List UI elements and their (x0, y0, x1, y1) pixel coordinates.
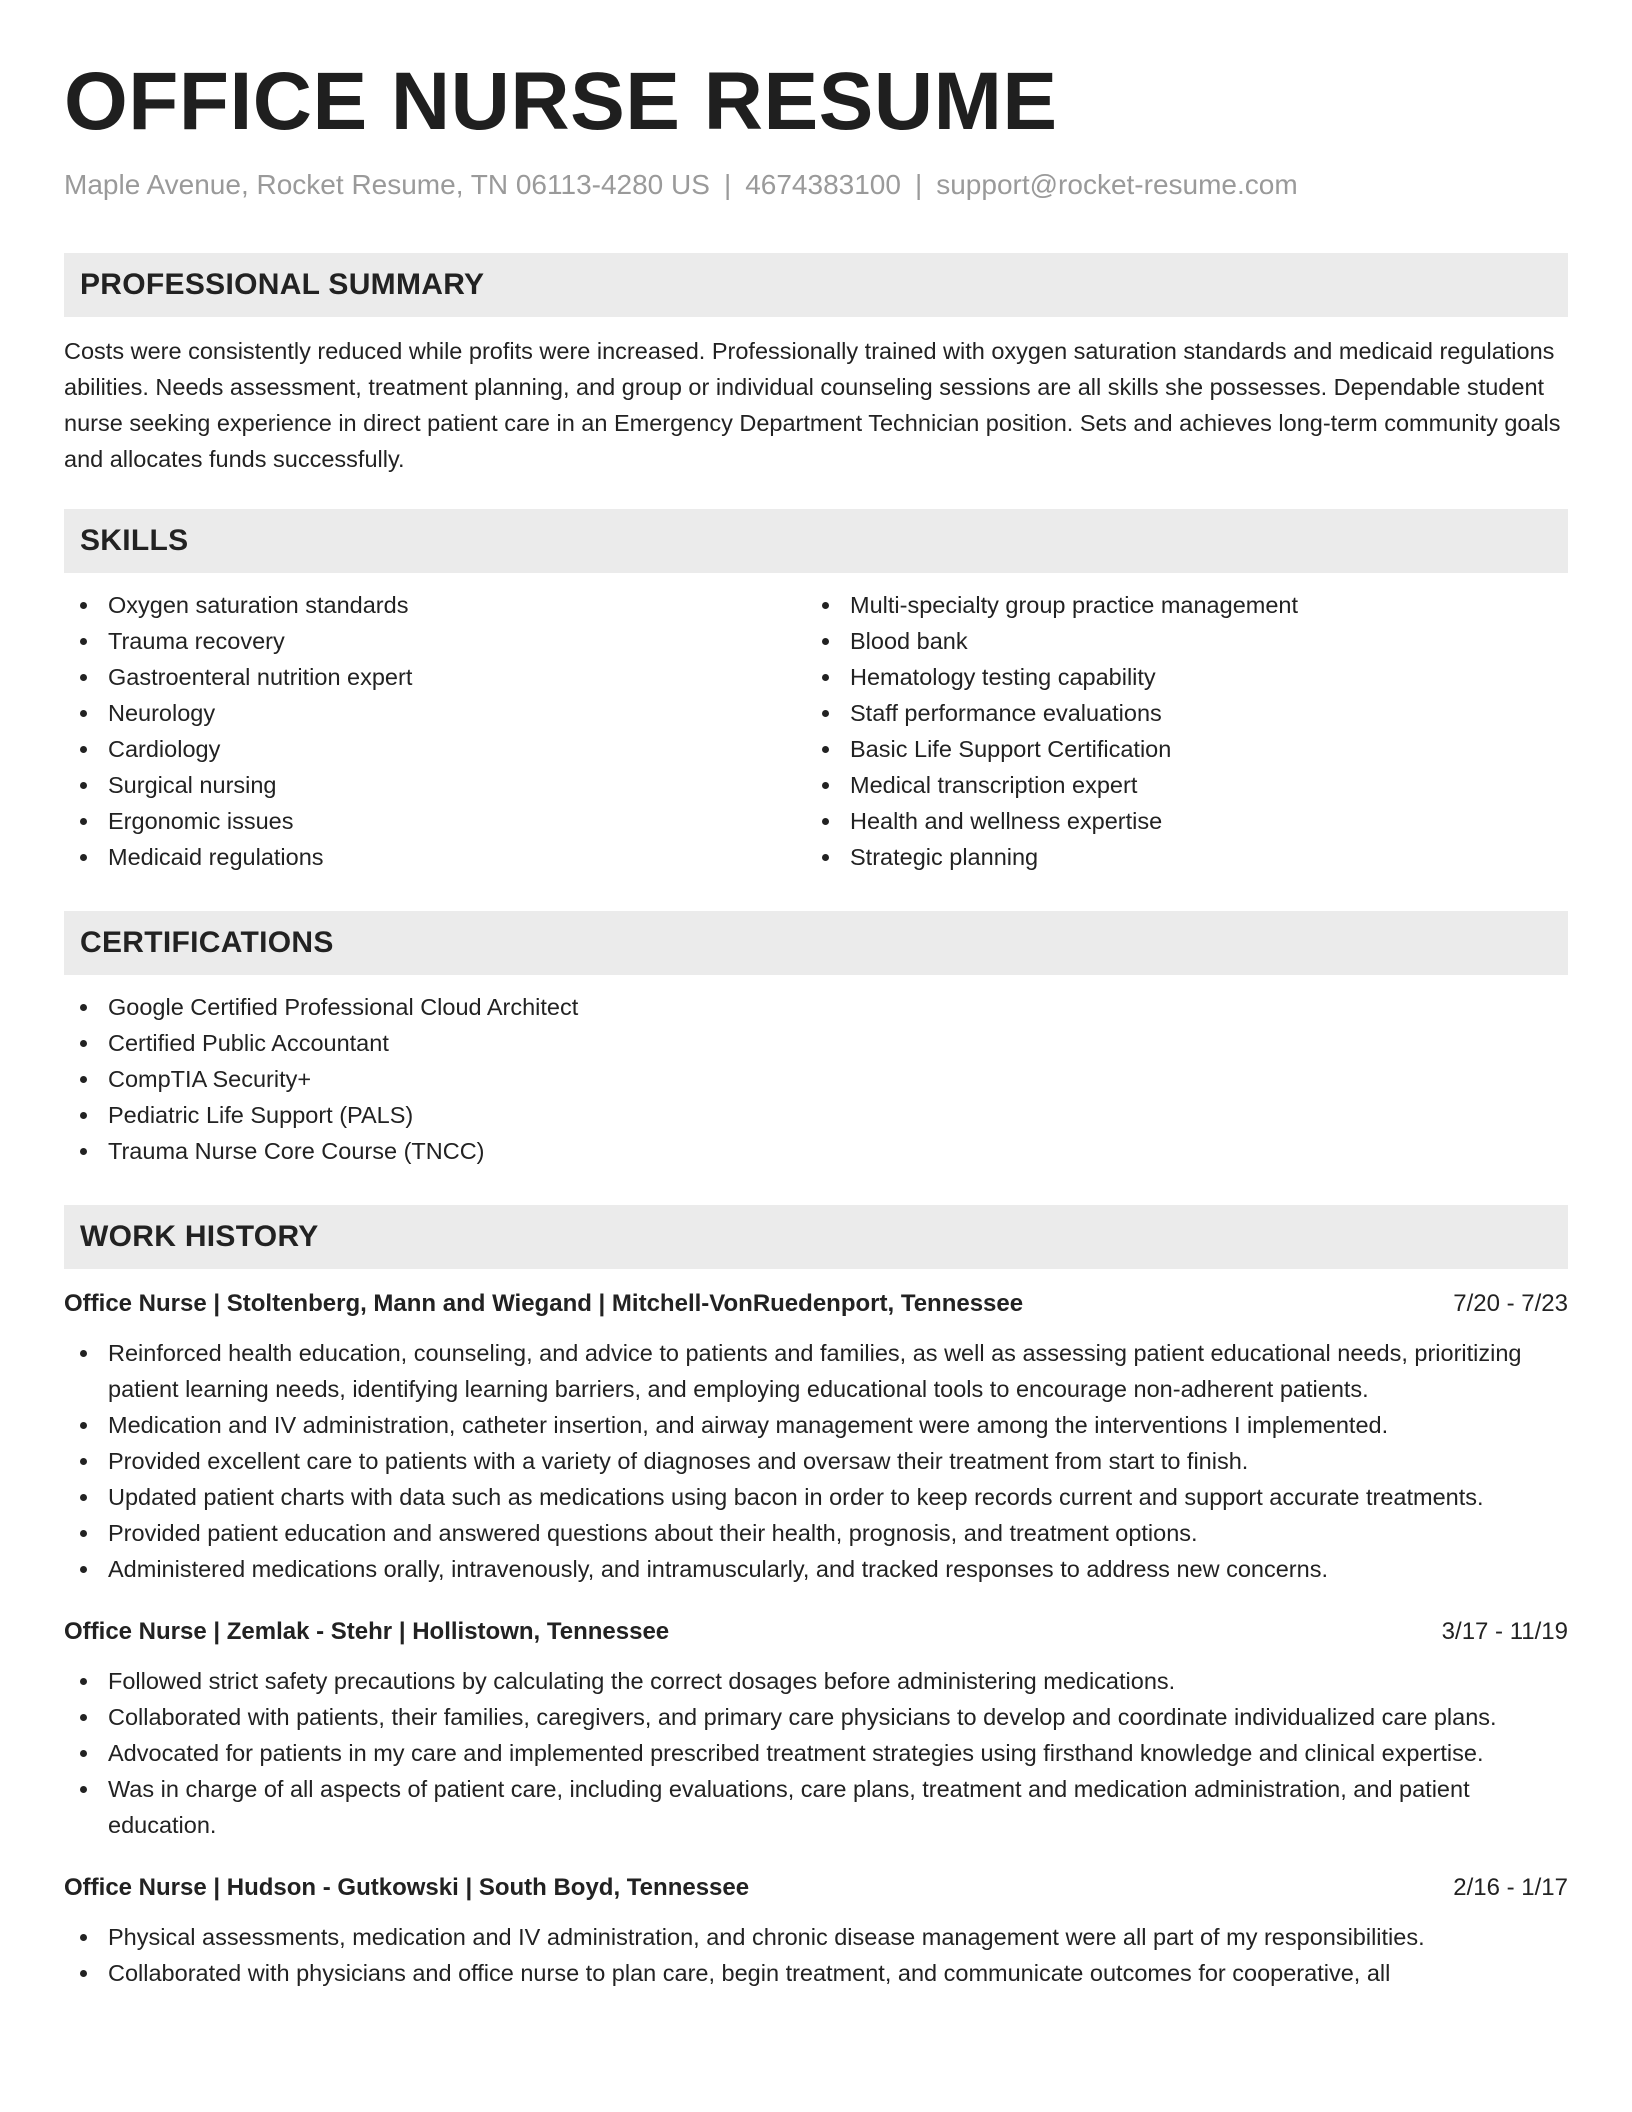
job-entry (64, 1287, 1568, 1587)
bullet-icon (80, 1040, 87, 1047)
list-item (806, 767, 1548, 803)
bullet-icon (822, 818, 829, 825)
list-item (64, 1551, 1568, 1587)
list-item-text: Pediatric Life Support (PALS) (108, 1102, 414, 1128)
contact-separator: | (723, 169, 732, 200)
list-item-text: Oxygen saturation standards (108, 592, 409, 618)
list-item-text: Updated patient charts with data such as medications using bacon in order to keep records current and support accurate treatments. (108, 1484, 1484, 1510)
list-item-text: Physical assessments, medication and IV administration, and chronic disease management were all part of my responsibilities. (108, 1924, 1425, 1950)
list-item-text: Surgical nursing (108, 772, 277, 798)
list-item-text: Trauma recovery (108, 628, 285, 654)
bullet-icon (80, 782, 87, 789)
list-item (64, 1771, 1568, 1843)
list-item (64, 989, 1568, 1025)
list-item (64, 1025, 1568, 1061)
list-item (806, 587, 1548, 623)
list-item-text: Medicaid regulations (108, 844, 324, 870)
bullet-icon (80, 1750, 87, 1757)
skills-list-right (806, 587, 1548, 875)
bullet-icon (80, 710, 87, 717)
list-item (806, 839, 1548, 875)
job-dates: 7/20 - 7/23 (1453, 1290, 1568, 1317)
list-item (64, 1919, 1568, 1955)
list-item-text: Trauma Nurse Core Course (TNCC) (108, 1138, 485, 1164)
bullet-icon (822, 638, 829, 645)
list-item (64, 1443, 1568, 1479)
list-item-text: Strategic planning (850, 844, 1039, 870)
bullet-icon (822, 746, 829, 753)
summary-section (64, 253, 1568, 477)
bullet-icon (80, 1148, 87, 1155)
list-item-text: Staff performance evaluations (850, 700, 1162, 726)
work-history-section (64, 1205, 1568, 1991)
job-header (64, 1615, 1568, 1649)
job-dates: 3/17 - 11/19 (1441, 1618, 1568, 1645)
bullet-icon (80, 746, 87, 753)
bullet-icon (80, 674, 87, 681)
work-history-heading: WORK HISTORY (64, 1205, 1568, 1269)
resume-page (64, 0, 1568, 1986)
list-item-text: Certified Public Accountant (108, 1030, 389, 1056)
bullet-icon (80, 1566, 87, 1573)
bullet-icon (822, 710, 829, 717)
job-bullets (64, 1663, 1568, 1843)
list-item-text: Ergonomic issues (108, 808, 294, 834)
list-item (64, 1097, 1568, 1133)
skills-columns (64, 587, 1568, 875)
bullet-icon (80, 1076, 87, 1083)
bullet-icon (80, 1970, 87, 1977)
list-item-text: Google Certified Professional Cloud Architect (108, 994, 579, 1020)
job-header (64, 1287, 1568, 1321)
list-item-text: Advocated for patients in my care and implemented prescribed treatment strategies using firsthand knowledge and clinical expertise. (108, 1740, 1484, 1766)
list-item (64, 1515, 1568, 1551)
list-item-text: Cardiology (108, 736, 221, 762)
list-item (806, 659, 1548, 695)
bullet-icon (80, 1934, 87, 1941)
list-item (64, 767, 806, 803)
bullet-icon (80, 1678, 87, 1685)
contact-line (64, 168, 1568, 202)
list-item (64, 587, 806, 623)
list-item-text: Blood bank (850, 628, 968, 654)
list-item-text: Provided patient education and answered questions about their health, prognosis, and treatment options. (108, 1520, 1198, 1546)
list-item-text: Collaborated with physicians and office nurse to plan care, begin treatment, and communicate outcomes for cooperative, all (108, 1960, 1391, 1986)
job-dates: 2/16 - 1/17 (1453, 1874, 1568, 1901)
list-item (64, 1479, 1568, 1515)
bullet-icon (80, 638, 87, 645)
list-item (806, 695, 1548, 731)
bullet-icon (822, 782, 829, 789)
bullet-icon (80, 1786, 87, 1793)
list-item-text: CompTIA Security+ (108, 1066, 312, 1092)
list-item (64, 1407, 1568, 1443)
list-item (64, 1735, 1568, 1771)
bullet-icon (80, 854, 87, 861)
bullet-icon (80, 1422, 87, 1429)
list-item (64, 839, 806, 875)
list-item-text: Hematology testing capability (850, 664, 1156, 690)
bullet-icon (822, 854, 829, 861)
bullet-icon (80, 1350, 87, 1357)
list-item (64, 659, 806, 695)
list-item (64, 803, 806, 839)
bullet-icon (80, 602, 87, 609)
contact-email: support@rocket-resume.com (936, 169, 1298, 200)
job-header (64, 1871, 1568, 1905)
list-item (64, 1061, 1568, 1097)
job-bullets (64, 1919, 1568, 1991)
skills-section (64, 509, 1568, 875)
list-item (64, 1133, 1568, 1169)
certifications-list (64, 989, 1568, 1169)
job-title: Office Nurse | Hudson - Gutkowski | South Boyd, Tennessee (64, 1874, 750, 1901)
list-item-text: Medical transcription expert (850, 772, 1138, 798)
resume-title: OFFICE NURSE RESUME (64, 56, 1058, 147)
list-item (64, 695, 806, 731)
list-item (64, 1699, 1568, 1735)
work-history-jobs (64, 1287, 1568, 1991)
contact-address: Maple Avenue, Rocket Resume, TN 06113-4280 US (64, 169, 710, 200)
list-item (806, 623, 1548, 659)
list-item-text: Medication and IV administration, catheter insertion, and airway management were among the interventions I implemented. (108, 1412, 1389, 1438)
contact-phone: 4674383100 (745, 169, 901, 200)
job-entry (64, 1871, 1568, 1991)
summary-heading: PROFESSIONAL SUMMARY (64, 253, 1568, 317)
list-item-text: Provided excellent care to patients with a variety of diagnoses and oversaw their treatment from start to finish. (108, 1448, 1249, 1474)
list-item-text: Basic Life Support Certification (850, 736, 1172, 762)
job-bullets (64, 1335, 1568, 1587)
bullet-icon (80, 1112, 87, 1119)
job-entry (64, 1615, 1568, 1843)
bullet-icon (80, 818, 87, 825)
list-item (64, 1663, 1568, 1699)
bullet-icon (80, 1530, 87, 1537)
list-item (806, 731, 1548, 767)
job-title: Office Nurse | Zemlak - Stehr | Hollistown, Tennessee (64, 1618, 670, 1645)
list-item-text: Gastroenteral nutrition expert (108, 664, 413, 690)
list-item-text: Reinforced health education, counseling, and advice to patients and families, as well as assessing patient educational needs, prioritizing patient learning needs, identifying learning barriers, and employing educational tools to encourage non-adherent patients. (108, 1340, 1522, 1402)
list-item (64, 731, 806, 767)
bullet-icon (80, 1714, 87, 1721)
bullet-icon (822, 602, 829, 609)
skills-heading: SKILLS (64, 509, 1568, 573)
skills-list-left (64, 587, 806, 875)
bullet-icon (80, 1004, 87, 1011)
list-item (64, 1335, 1568, 1407)
list-item (64, 1955, 1568, 1991)
contact-separator: | (914, 169, 923, 200)
list-item-text: Was in charge of all aspects of patient care, including evaluations, care plans, treatment and medication administration, and patient education. (108, 1776, 1470, 1838)
job-title: Office Nurse | Stoltenberg, Mann and Wiegand | Mitchell-VonRuedenport, Tennessee (64, 1290, 1024, 1317)
summary-text: Costs were consistently reduced while profits were increased. Professionally trained with oxygen saturation standards and medicaid regulations abilities. Needs assessment, treatment planning, and group or individual counseling sessions are all skills she possesses. Dependable student nurse seeking experience in direct patient care in an Emergency Department Technician position. Sets and achieves long-term community goals and allocates funds successfully. (64, 338, 1561, 472)
list-item-text: Neurology (108, 700, 216, 726)
certifications-heading: CERTIFICATIONS (64, 911, 1568, 975)
list-item-text: Administered medications orally, intravenously, and intramuscularly, and tracked responses to address new concerns. (108, 1556, 1328, 1582)
list-item-text: Multi-specialty group practice management (850, 592, 1299, 618)
list-item (806, 803, 1548, 839)
bullet-icon (80, 1494, 87, 1501)
list-item-text: Collaborated with patients, their families, caregivers, and primary care physicians to develop and coordinate individualized care plans. (108, 1704, 1497, 1730)
list-item-text: Followed strict safety precautions by calculating the correct dosages before administering medications. (108, 1668, 1176, 1694)
bullet-icon (80, 1458, 87, 1465)
list-item (64, 623, 806, 659)
certifications-section (64, 911, 1568, 1169)
list-item-text: Health and wellness expertise (850, 808, 1163, 834)
bullet-icon (822, 674, 829, 681)
